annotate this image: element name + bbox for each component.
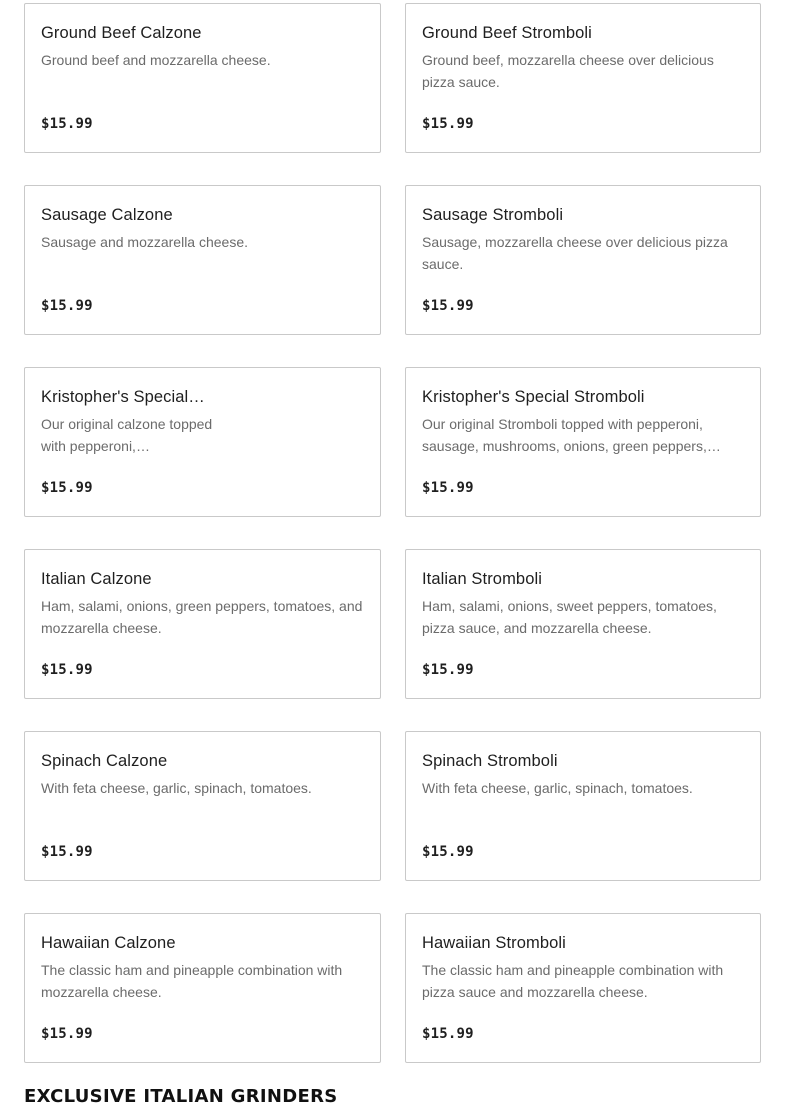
menu-item-description: Sausage, mozzarella cheese over delicious pizza sauce. — [422, 234, 728, 272]
menu-item-price: $15.99 — [41, 662, 93, 678]
menu-item-card[interactable] — [24, 185, 381, 335]
menu-item-description: Our original calzone topped with pepperoni,… — [41, 416, 213, 454]
section-heading: EXCLUSIVE ITALIAN GRINDERS — [24, 1086, 338, 1107]
menu-item-card[interactable] — [24, 367, 381, 517]
menu-item-price: $15.99 — [41, 298, 93, 314]
menu-item-price: $15.99 — [422, 298, 474, 314]
menu-item-price: $15.99 — [422, 662, 474, 678]
menu-item-title: Hawaiian Stromboli — [422, 934, 566, 952]
menu-item-description: Ground beef and mozzarella cheese. — [41, 52, 271, 68]
menu-item-card[interactable] — [405, 731, 761, 881]
menu-item-description: Ham, salami, onions, green peppers, tomatoes, and mozzarella cheese. — [41, 598, 363, 636]
menu-item-title: Spinach Calzone — [41, 752, 168, 770]
menu-item-price: $15.99 — [41, 1026, 93, 1042]
menu-item-price: $15.99 — [422, 1026, 474, 1042]
menu-item-description: The classic ham and pineapple combination with pizza sauce and mozzarella cheese. — [422, 962, 724, 1000]
menu-item-title: Italian Stromboli — [422, 570, 543, 588]
menu-item-title: Sausage Stromboli — [422, 206, 564, 224]
menu-item-description: With feta cheese, garlic, spinach, tomatoes. — [422, 780, 693, 796]
menu-item-card[interactable] — [405, 185, 761, 335]
menu-item-title: Spinach Stromboli — [422, 752, 558, 770]
menu-item-description: The classic ham and pineapple combination with mozzarella cheese. — [41, 962, 343, 1000]
menu-item-grid — [24, 3, 761, 1063]
menu-item-price: $15.99 — [422, 480, 474, 496]
menu-item-price: $15.99 — [41, 844, 93, 860]
menu-item-price: $15.99 — [422, 844, 474, 860]
menu-item-title: Ground Beef Calzone — [41, 24, 202, 42]
menu-item-title: Hawaiian Calzone — [41, 934, 176, 952]
menu-item-title: Sausage Calzone — [41, 206, 173, 224]
menu-item-title: Kristopher's Special… — [41, 388, 205, 406]
menu-item-description: With feta cheese, garlic, spinach, tomatoes. — [41, 780, 312, 796]
menu-item-description: Our original Stromboli topped with pepperoni, sausage, mushrooms, onions, green peppers,… — [422, 416, 721, 454]
menu-item-description: Sausage and mozzarella cheese. — [41, 234, 249, 250]
menu-item-card[interactable] — [405, 549, 761, 699]
menu-item-price: $15.99 — [41, 116, 93, 132]
menu-item-card[interactable] — [24, 913, 381, 1063]
menu-item-card[interactable] — [24, 731, 381, 881]
menu-item-title: Ground Beef Stromboli — [422, 24, 592, 42]
menu-item-card[interactable] — [24, 3, 381, 153]
menu-item-price: $15.99 — [41, 480, 93, 496]
menu-item-card[interactable] — [405, 913, 761, 1063]
menu-item-card[interactable] — [405, 367, 761, 517]
menu-item-description: Ground beef, mozzarella cheese over delicious pizza sauce. — [422, 52, 714, 90]
menu-item-price: $15.99 — [422, 116, 474, 132]
menu-item-title: Kristopher's Special Stromboli — [422, 388, 645, 406]
menu-item-card[interactable] — [24, 549, 381, 699]
menu-item-title: Italian Calzone — [41, 570, 152, 588]
menu-item-description: Ham, salami, onions, sweet peppers, tomatoes, pizza sauce, and mozzarella cheese. — [422, 598, 717, 636]
menu-item-card[interactable] — [405, 3, 761, 153]
